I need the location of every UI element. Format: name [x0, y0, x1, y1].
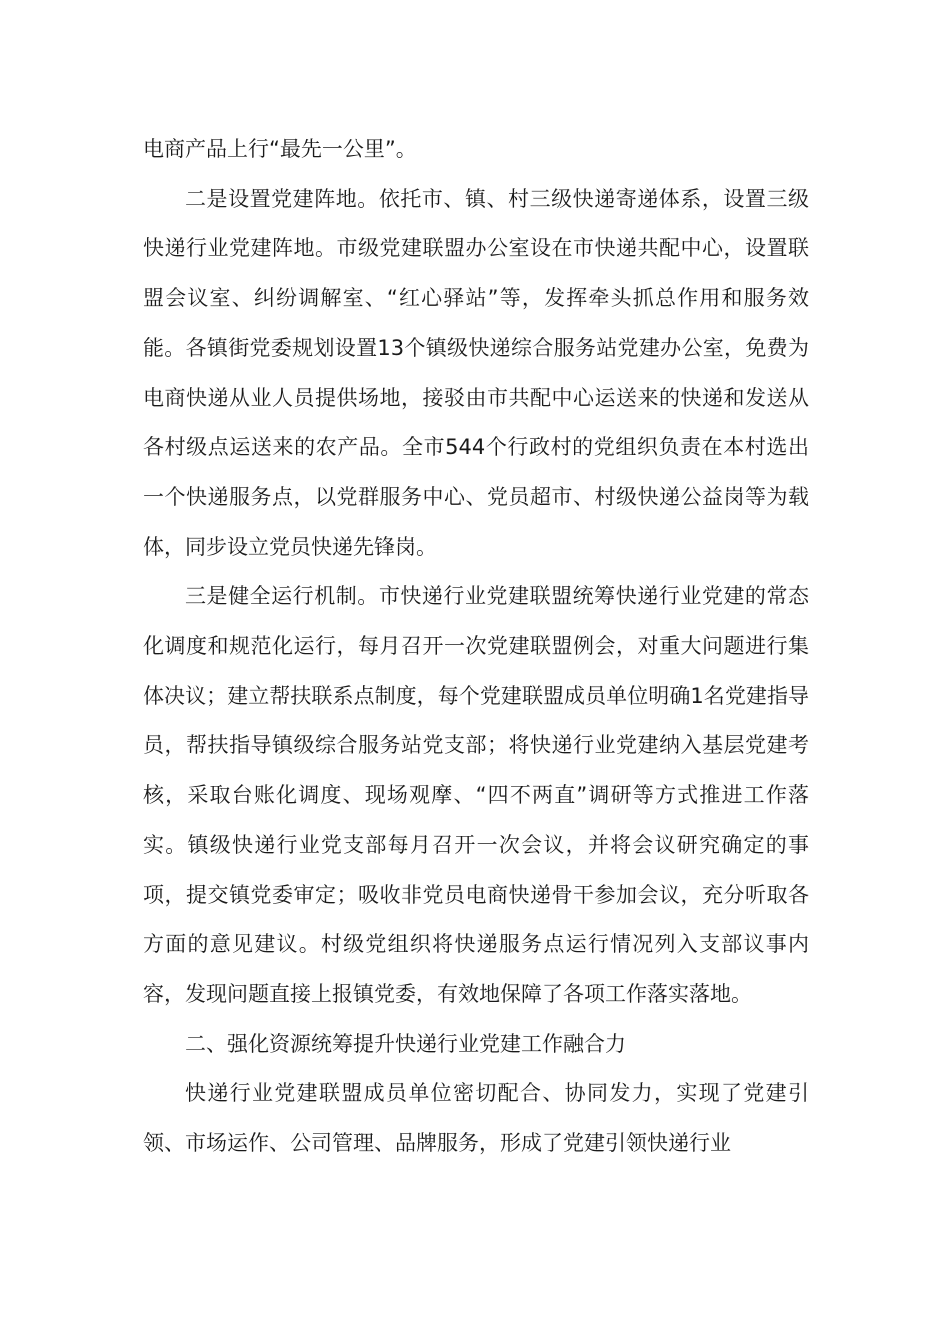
paragraph-operating-mechanism: 三是健全运行机制。市快递行业党建联盟统筹快递行业党建的常态化调度和规范化运行，每月召开一次党建联盟例会，对重大问题进行集体决议；建立帮扶联系点制度，每个党建联盟成员单位明确1名党建指导员，帮扶指导镇级综合服务站党支部；将快递行业党建纳入基层党建考核，采取台账化调度、现场观摩、“四不两直”调研等方式推进工作落实。镇级快递行业党支部每月召开一次会议，并将会议研究确定的事项，提交镇党委审定；吸收非党员电商快递骨干参加会议，充分听取各方面的意见建议。村级党组织将快递服务点运行情况列入支部议事内容，发现问题直接上报镇党委，有效地保障了各项工作落实落地。 [143, 584, 809, 1006]
paragraph-party-building-base: 二是设置党建阵地。依托市、镇、村三级快递寄递体系，设置三级快递行业党建阵地。市级党建联盟办公室设在市快递共配中心，设置联盟会议室、纠纷调解室、“红心驿站”等，发挥牵头抓总作用和服务效能。各镇街党委规划设置13个镇级快递综合服务站党建办公室，免费为电商快递从业人员提供场地，接驳由市共配中心运送来的快递和发送从各村级点运送来的农产品。全市544个行政村的党组织负责在本村选出一个快递服务点，以党群服务中心、党员超市、村级快递公益岗等为载体，同步设立党员快递先锋岗。 [143, 186, 809, 559]
paragraph-continuation: 电商产品上行“最先一公里”。 [143, 137, 417, 161]
document-body [143, 125, 809, 1169]
section-heading: 二、强化资源统筹提升快递行业党建工作融合力 [185, 1031, 626, 1056]
paragraph-resource-integration: 快递行业党建联盟成员单位密切配合、协同发力，实现了党建引领、市场运作、公司管理、品牌服务，形成了党建引领快递行业 [143, 1081, 809, 1156]
